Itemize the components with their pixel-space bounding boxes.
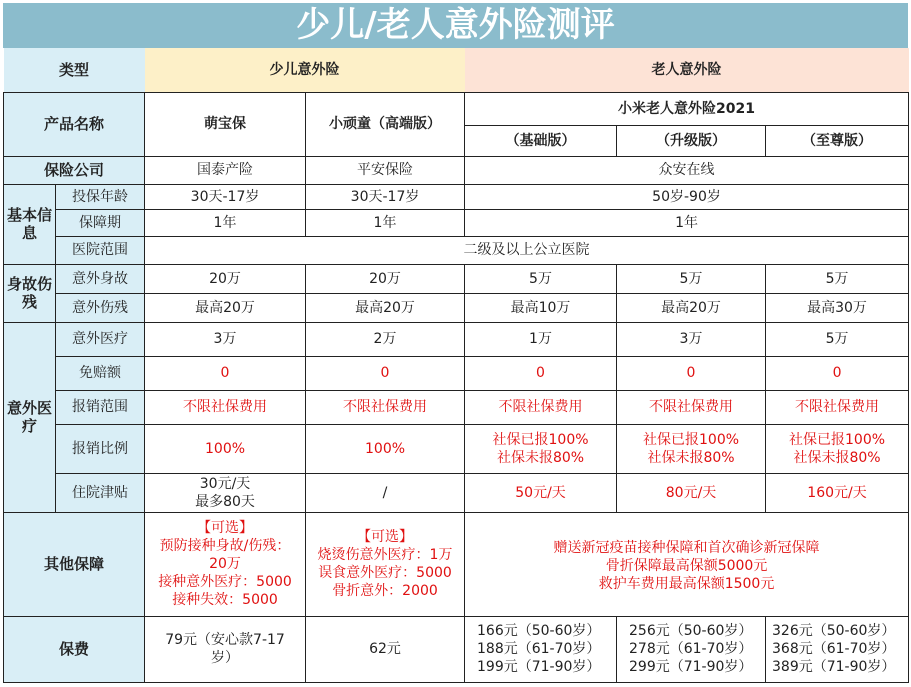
- other-line: 骨折意外：2000: [332, 583, 438, 599]
- death-group: 身故伤残: [4, 264, 56, 322]
- age-2: 30天-17岁: [306, 184, 465, 209]
- premium-line: 278元（61-70岁）: [629, 641, 753, 657]
- other-line: 救护车费用最高保额1500元: [598, 575, 775, 592]
- other-line: 接种失效：5000: [172, 592, 278, 608]
- disability-label: 意外伤残: [56, 293, 145, 322]
- scope-value: 不限社保费用: [145, 390, 306, 424]
- premium-1: 79元（安心款7-17岁）: [145, 616, 306, 682]
- version-premium: （至尊版）: [766, 125, 909, 156]
- other-line: 赠送新冠疫苗接种保障和首次确诊新冠保障: [553, 539, 820, 556]
- version-upgrade: （升级版）: [617, 125, 766, 156]
- scope-value: 不限社保费用: [306, 390, 465, 424]
- version-basic: （基础版）: [465, 125, 617, 156]
- other-line: 预防接种身故/伤残：: [159, 538, 291, 554]
- page-title: 少儿/老人意外险测评: [3, 3, 908, 48]
- death-value: 5万: [465, 264, 617, 293]
- premium-line: 256元（50-60岁）: [629, 623, 753, 639]
- premium-2: 62元: [306, 616, 465, 682]
- ratio-value: [465, 424, 617, 473]
- allowance-line: 最多80天: [195, 493, 255, 510]
- deductible-value: 0: [766, 356, 909, 390]
- product-row: [4, 92, 909, 125]
- other-3: [465, 512, 909, 616]
- ratio-line: 社保已报100%: [492, 431, 589, 448]
- comparison-table: [3, 48, 909, 683]
- premium-line: 368元（61-70岁）: [772, 641, 896, 657]
- other-line: 接种意外医疗：5000: [158, 574, 292, 590]
- premium-upgrade: [617, 616, 766, 682]
- age-1: 30天-17岁: [145, 184, 306, 209]
- premium-line: 299元（71-90岁）: [629, 659, 753, 675]
- premium-line: 188元（61-70岁）: [477, 641, 601, 657]
- death-value: 20万: [145, 264, 306, 293]
- premium-line: 389元（71-90岁）: [772, 659, 896, 675]
- product-1: 萌宝保: [145, 92, 306, 156]
- disability-value: 最高30万: [766, 293, 909, 322]
- hospital-label: 医院范围: [56, 236, 145, 264]
- company-2: 平安保险: [306, 156, 465, 184]
- medical-amount-value: 2万: [306, 322, 465, 356]
- allowance-value: /: [306, 473, 465, 512]
- disability-value: 最高20万: [306, 293, 465, 322]
- other-line: 误食意外医疗：5000: [318, 565, 452, 581]
- ratio-value: [766, 424, 909, 473]
- company-1: 国泰产险: [145, 156, 306, 184]
- premium-line: 326元（50-60岁）: [772, 623, 896, 639]
- premium-line: 199元（71-90岁）: [477, 659, 601, 675]
- death-value: 20万: [306, 264, 465, 293]
- other-label: 其他保障: [4, 512, 145, 616]
- type-label: 类型: [4, 48, 145, 92]
- ratio-line: 社保未报80%: [647, 449, 735, 466]
- medical-amount-label: 意外医疗: [56, 322, 145, 356]
- other-line: 【可选】: [357, 529, 414, 545]
- scope-label: 报销范围: [56, 390, 145, 424]
- product-label: 产品名称: [4, 92, 145, 156]
- type-row: [4, 48, 909, 92]
- hospital-value: 二级及以上公立医院: [145, 236, 909, 264]
- period-1: 1年: [145, 209, 306, 236]
- deductible-value: 0: [617, 356, 766, 390]
- medical-amount-value: 1万: [465, 322, 617, 356]
- company-3: 众安在线: [465, 156, 909, 184]
- type-elderly: 老人意外险: [465, 48, 909, 92]
- disability-value: 最高20万: [617, 293, 766, 322]
- death-value: 5万: [617, 264, 766, 293]
- ratio-line: 社保未报80%: [793, 449, 881, 466]
- type-kids: 少儿意外险: [145, 48, 465, 92]
- other-2: [306, 512, 465, 616]
- ratio-line: 社保未报80%: [496, 449, 585, 466]
- medical-amount-value: 3万: [145, 322, 306, 356]
- death-value: 5万: [766, 264, 909, 293]
- product-3: 小米老人意外险2021: [465, 92, 909, 125]
- ratio-line: 社保已报100%: [789, 431, 886, 448]
- premium-basic: [465, 616, 617, 682]
- allowance-line: 30元/天: [199, 475, 251, 492]
- period-3: 1年: [465, 209, 909, 236]
- company-row: [4, 156, 909, 184]
- scope-value: 不限社保费用: [766, 390, 909, 424]
- medical-amount-value: 5万: [766, 322, 909, 356]
- other-line: 20万: [209, 556, 241, 572]
- product-2: 小顽童（高端版）: [306, 92, 465, 156]
- age-3: 50岁-90岁: [465, 184, 909, 209]
- disability-value: 最高20万: [145, 293, 306, 322]
- premium-label: 保费: [4, 616, 145, 682]
- other-line: 骨折保障最高保额5000元: [605, 557, 768, 574]
- deductible-label: 免赔额: [56, 356, 145, 390]
- premium-top: [766, 616, 909, 682]
- premium-line: 166元（50-60岁）: [477, 623, 601, 639]
- other-1: [145, 512, 306, 616]
- allowance-label: 住院津贴: [56, 473, 145, 512]
- other-line: 烧烫伤意外医疗：1万: [317, 547, 453, 563]
- basic-group: 基本信息: [4, 184, 56, 264]
- company-label: 保险公司: [4, 156, 145, 184]
- ratio-value: 100%: [306, 424, 465, 473]
- ratio-label: 报销比例: [56, 424, 145, 473]
- ratio-line: 社保已报100%: [643, 431, 740, 448]
- death-label: 意外身故: [56, 264, 145, 293]
- age-label: 投保年龄: [56, 184, 145, 209]
- scope-value: 不限社保费用: [617, 390, 766, 424]
- allowance-value: 50元/天: [465, 473, 617, 512]
- ratio-value: 100%: [145, 424, 306, 473]
- allowance-value: 160元/天: [766, 473, 909, 512]
- period-label: 保障期: [56, 209, 145, 236]
- allowance-value: [145, 473, 306, 512]
- scope-value: 不限社保费用: [465, 390, 617, 424]
- deductible-value: 0: [306, 356, 465, 390]
- disability-value: 最高10万: [465, 293, 617, 322]
- other-line: 【可选】: [197, 520, 254, 536]
- deductible-value: 0: [145, 356, 306, 390]
- medical-amount-value: 3万: [617, 322, 766, 356]
- deductible-value: 0: [465, 356, 617, 390]
- ratio-value: [617, 424, 766, 473]
- allowance-value: 80元/天: [617, 473, 766, 512]
- period-2: 1年: [306, 209, 465, 236]
- medical-group: 意外医疗: [4, 322, 56, 512]
